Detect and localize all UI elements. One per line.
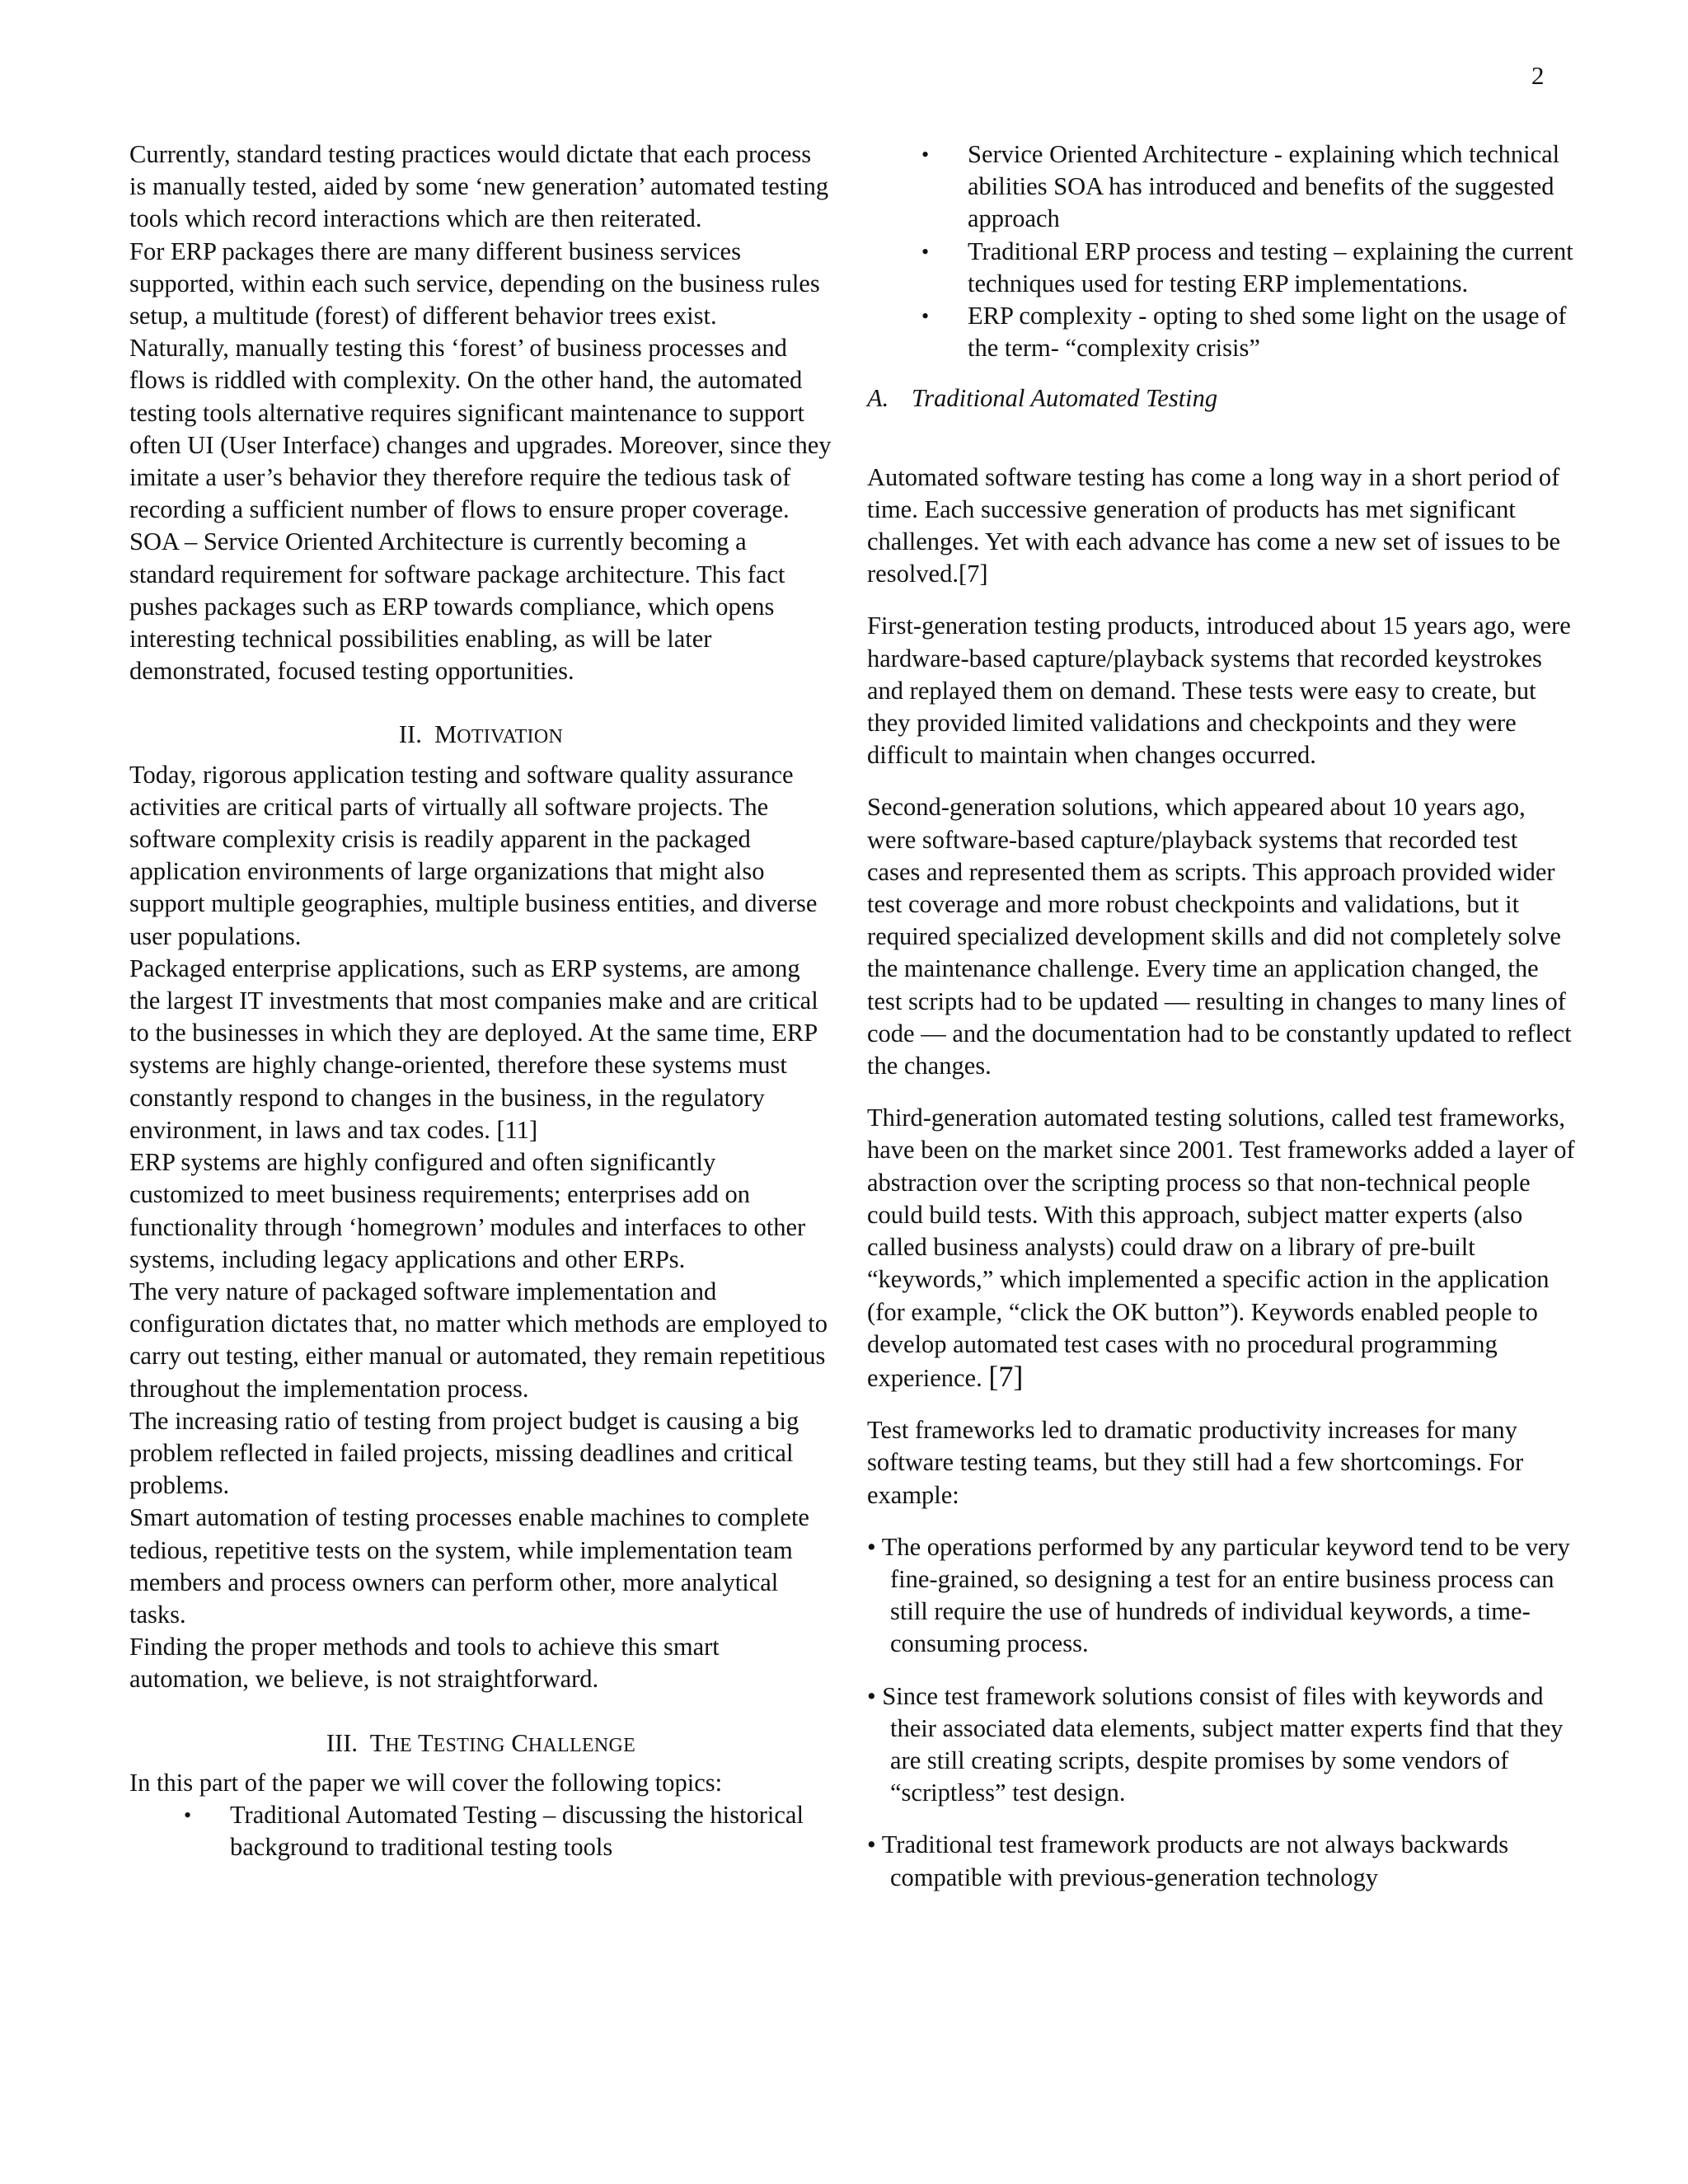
- topic-text: Traditional Automated Testing – discussing the historical background to traditional testing tools: [230, 1800, 804, 1862]
- topic-text: Traditional ERP process and testing – explaining the current techniques used for testing ERP implementations.: [968, 237, 1573, 298]
- motivation-paragraph: Smart automation of testing processes enable machines to complete tedious, repetitive tests on the system, while implementation team members and process owners can perform other, more analytical tasks.: [129, 1503, 809, 1629]
- motivation-paragraph: The very nature of packaged software implementation and configuration dictates that, no matter which methods are employed to carry out testing, either manual or automated, they remain repetitious throughout the implementation process.: [129, 1277, 828, 1403]
- topic-list-continued: [867, 138, 1576, 364]
- bullet-icon: •: [184, 1802, 192, 1827]
- bullet-icon: •: [921, 239, 930, 264]
- left-column: [129, 138, 832, 1863]
- bullet-icon: •: [921, 143, 930, 166]
- section-title-rest: HE: [385, 1734, 412, 1756]
- intro-paragraph: Currently, standard testing practices would dictate that each process is manually tested, aided by some ‘new generation’ automated testing tools which record interactions which are then reiterated.: [129, 140, 829, 233]
- topic-text: Service Oriented Architecture - explaining which technical abilities SOA has introduced and benefits of the suggested approach: [968, 140, 1560, 233]
- shortcoming-item: • Traditional test framework products are not always backwards compatible with previous-generation technology: [867, 1830, 1509, 1891]
- section-title-initial: T: [369, 1728, 386, 1757]
- section-title-rest: ESTING: [433, 1734, 505, 1756]
- third-gen-text: Third-generation automated testing solutions, called test frameworks, have been on the market since 2001. Test frameworks added a layer of abstraction over the scripting process so that non-technical people could build tests. With this approach, subject matter experts (also called business analysts) could draw on a library of pre-built “keywords,” which implemented a specific action in the application (for example, “click the OK button”). Keywords enabled people to develop automated test cases with no procedural programming experience.: [867, 1104, 1575, 1392]
- section-title-initial: T: [418, 1728, 434, 1757]
- motivation-paragraph: Today, rigorous application testing and software quality assurance activities are critical parts of virtually all software projects. The software complexity crisis is readily apparent in the packaged application environments of large organizations that might also support multiple geographies, multiple business entities, and diverse user populations.: [129, 760, 818, 950]
- shortcoming-item: • The operations performed by any particular keyword tend to be very fine-grained, so designing a test for an entire business process can still require the use of hundreds of individual keywords, a time-consuming process.: [867, 1532, 1570, 1658]
- body-paragraph: [867, 1102, 1576, 1394]
- section-title-rest: OTIVATION: [457, 726, 564, 748]
- section-title-initial: C: [511, 1728, 528, 1757]
- subsection-heading: [867, 382, 1576, 415]
- topic-text: ERP complexity - opting to shed some light on the usage of the term- “complexity crisis”: [968, 302, 1567, 363]
- section-numeral: III.: [326, 1728, 358, 1757]
- topic-item: [867, 236, 1576, 300]
- subsection-letter: A.: [867, 384, 889, 413]
- section-heading-testing-challenge: [129, 1727, 832, 1762]
- bullet-icon: •: [921, 304, 930, 329]
- section-title-initial: M: [434, 720, 457, 749]
- right-column: [867, 138, 1576, 1914]
- body-paragraph: First-generation testing products, introduced about 15 years ago, were hardware-based capture/playback systems that recorded keystrokes and replayed them on demand. These tests were easy to create, but they provided limited validations and checkpoints and they were difficult to maintain when changes occurred.: [867, 612, 1571, 770]
- body-paragraph: Automated software testing has come a long way in a short period of time. Each successive generation of products has met significant challenges. Yet with each advance has come a new set of issues to be resolved.[7]: [867, 462, 1561, 588]
- motivation-paragraph: Packaged enterprise applications, such as ERP systems, are among the largest IT investments that most companies make and are critical to the businesses in which they are deployed. At the same time, ERP systems are highly change-oriented, therefore these systems must constantly respond to changes in the business, in the regulatory environment, in laws and tax codes. [11]: [129, 954, 818, 1144]
- body-paragraph: Test frameworks led to dramatic productivity increases for many software testing teams, but they still had a few shortcomings. For example:: [867, 1416, 1524, 1509]
- section-numeral: II.: [398, 720, 422, 749]
- body-paragraph: Second-generation solutions, which appeared about 10 years ago, were software-based capture/playback systems that recorded test cases and represented them as scripts. This approach provided wider test coverage and more robust checkpoints and validations, but it required specialized development skills and did not completely solve the maintenance challenge. Every time an application changed, the test scripts had to be updated — resulting in changes to many lines of code — and the documentation had to be constantly updated to reflect the changes.: [867, 793, 1572, 1080]
- citation: [7]: [988, 1359, 1024, 1393]
- intro-paragraph: For ERP packages there are many different business services supported, within each such service, depending on the business rules setup, a multitude (forest) of different behavior trees exist.: [129, 237, 820, 330]
- shortcoming-item: • Since test framework solutions consist of files with keywords and their associated data elements, subject matter experts find that they are still creating scripts, despite promises by some vendors of “scriptless” test design.: [867, 1681, 1564, 1807]
- motivation-paragraph: ERP systems are highly configured and often significantly customized to meet business requirements; enterprises add on functionality through ‘homegrown’ modules and interfaces to other systems, including legacy applications and other ERPs.: [129, 1148, 806, 1273]
- topic-item: [129, 1799, 832, 1863]
- topic-item: [867, 138, 1576, 236]
- page-number: 2: [1531, 61, 1545, 90]
- motivation-paragraph: Finding the proper methods and tools to achieve this smart automation, we believe, is not straightforward.: [129, 1633, 720, 1694]
- section-title-rest: HALLENGE: [528, 1734, 636, 1756]
- motivation-paragraph: The increasing ratio of testing from project budget is causing a big problem reflected in failed projects, missing deadlines and critical problems.: [129, 1406, 799, 1500]
- subsection-title: Traditional Automated Testing: [912, 384, 1218, 413]
- section-heading-motivation: [129, 719, 832, 753]
- intro-paragraph: SOA – Service Oriented Architecture is currently becoming a standard requirement for software package architecture. This fact pushes packages such as ERP towards compliance, which opens interesting technical possibilities enabling, as will be later demonstrated, focused testing opportunities.: [129, 527, 785, 686]
- topic-list: [129, 1799, 832, 1863]
- challenge-intro: In this part of the paper we will cover the following topics:: [129, 1768, 723, 1797]
- intro-paragraph: Naturally, manually testing this ‘forest’ of business processes and flows is riddled with complexity. On the other hand, the automated testing tools alternative requires significant maintenance to support often UI (User Interface) changes and upgrades. Moreover, since they imitate a user’s behavior they therefore require the tedious task of recording a sufficient number of flows to ensure proper coverage.: [129, 334, 832, 524]
- topic-item: [867, 300, 1576, 364]
